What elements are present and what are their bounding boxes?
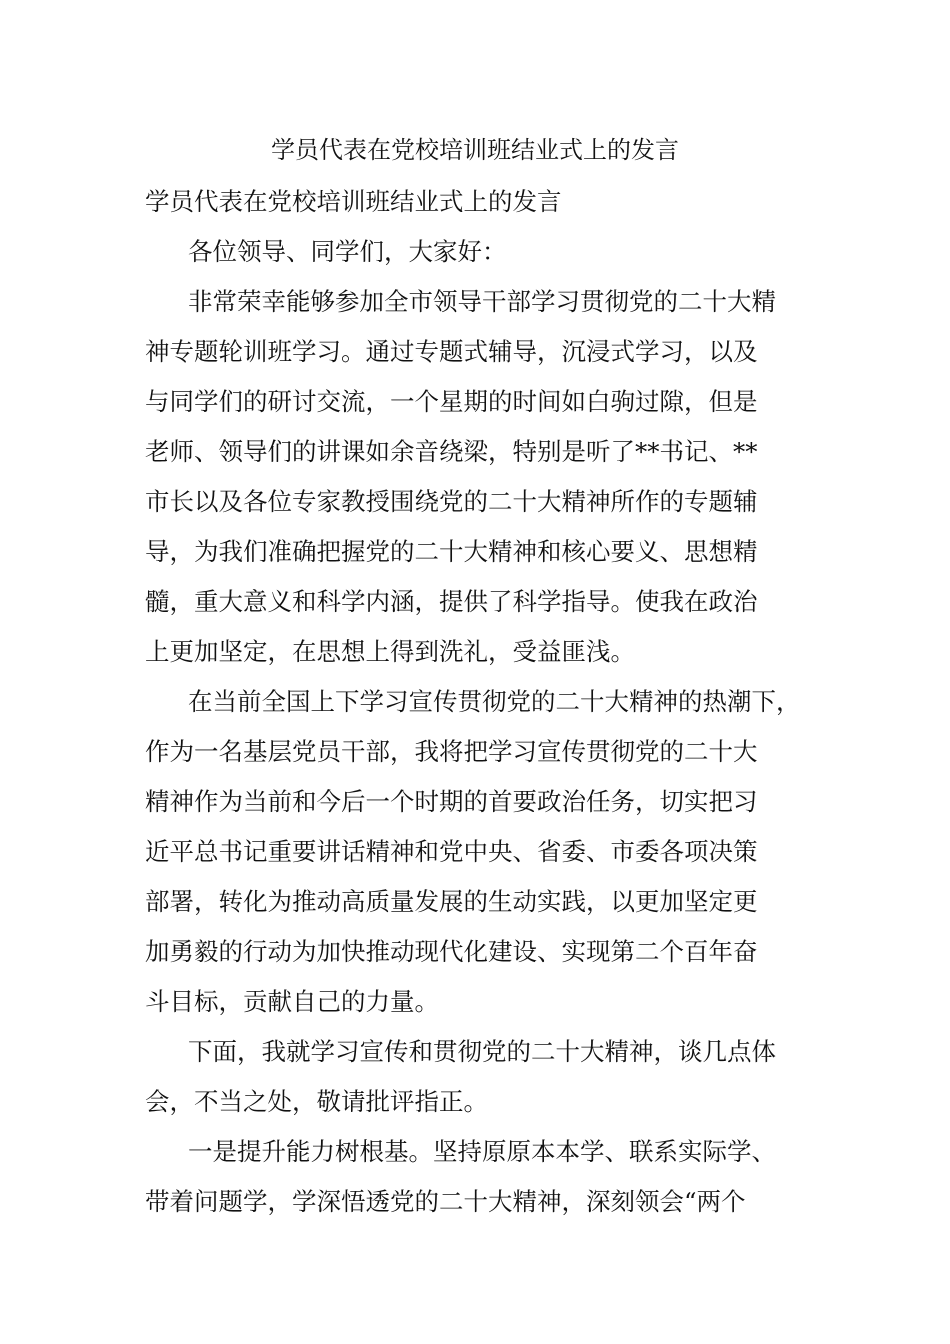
body-line: 加勇毅的行动为加快推动现代化建设、实现第二个百年奋 bbox=[145, 937, 758, 966]
body-line: 斗目标，贡献自己的力量。 bbox=[145, 987, 439, 1016]
document-subtitle: 学员代表在党校培训班结业式上的发言 bbox=[145, 187, 562, 216]
body-line: 部署，转化为推动高质量发展的生动实践，以更加坚定更 bbox=[145, 887, 758, 916]
body-line: 各位领导、同学们，大家好： bbox=[188, 237, 507, 266]
body-line: 髓，重大意义和科学内涵，提供了科学指导。使我在政治 bbox=[145, 587, 758, 616]
document-body bbox=[145, 177, 815, 1227]
body-line: 作为一名基层党员干部，我将把学习宣传贯彻党的二十大 bbox=[145, 737, 758, 766]
body-line: 会，不当之处，敬请批评指正。 bbox=[145, 1087, 488, 1116]
body-line: 导，为我们准确把握党的二十大精神和核心要义、思想精 bbox=[145, 537, 758, 566]
body-line: 带着问题学，学深悟透党的二十大精神，深刻领会“两个 bbox=[145, 1187, 746, 1216]
body-line: 精神作为当前和今后一个时期的首要政治任务，切实把习 bbox=[145, 787, 758, 816]
body-line: 下面，我就学习宣传和贯彻党的二十大精神，谈几点体 bbox=[188, 1037, 776, 1066]
body-line: 一是提升能力树根基。坚持原原本本学、联系实际学、 bbox=[188, 1137, 776, 1166]
body-line: 老师、领导们的讲课如余音绕梁，特别是听了**书记、** bbox=[145, 437, 758, 466]
body-line: 市长以及各位专家教授围绕党的二十大精神所作的专题辅 bbox=[145, 487, 758, 516]
body-line: 上更加坚定，在思想上得到洗礼，受益匪浅。 bbox=[145, 637, 635, 666]
body-line: 在当前全国上下学习宣传贯彻党的二十大精神的热潮下， bbox=[188, 687, 801, 716]
body-line: 非常荣幸能够参加全市领导干部学习贯彻党的二十大精 bbox=[188, 287, 776, 316]
body-line: 神专题轮训班学习。通过专题式辅导，沉浸式学习，以及 bbox=[145, 337, 758, 366]
document-title: 学员代表在党校培训班结业式上的发言 bbox=[271, 136, 679, 164]
body-line: 与同学们的研讨交流，一个星期的时间如白驹过隙，但是 bbox=[145, 387, 758, 416]
body-line: 近平总书记重要讲话精神和党中央、省委、市委各项决策 bbox=[145, 837, 758, 866]
